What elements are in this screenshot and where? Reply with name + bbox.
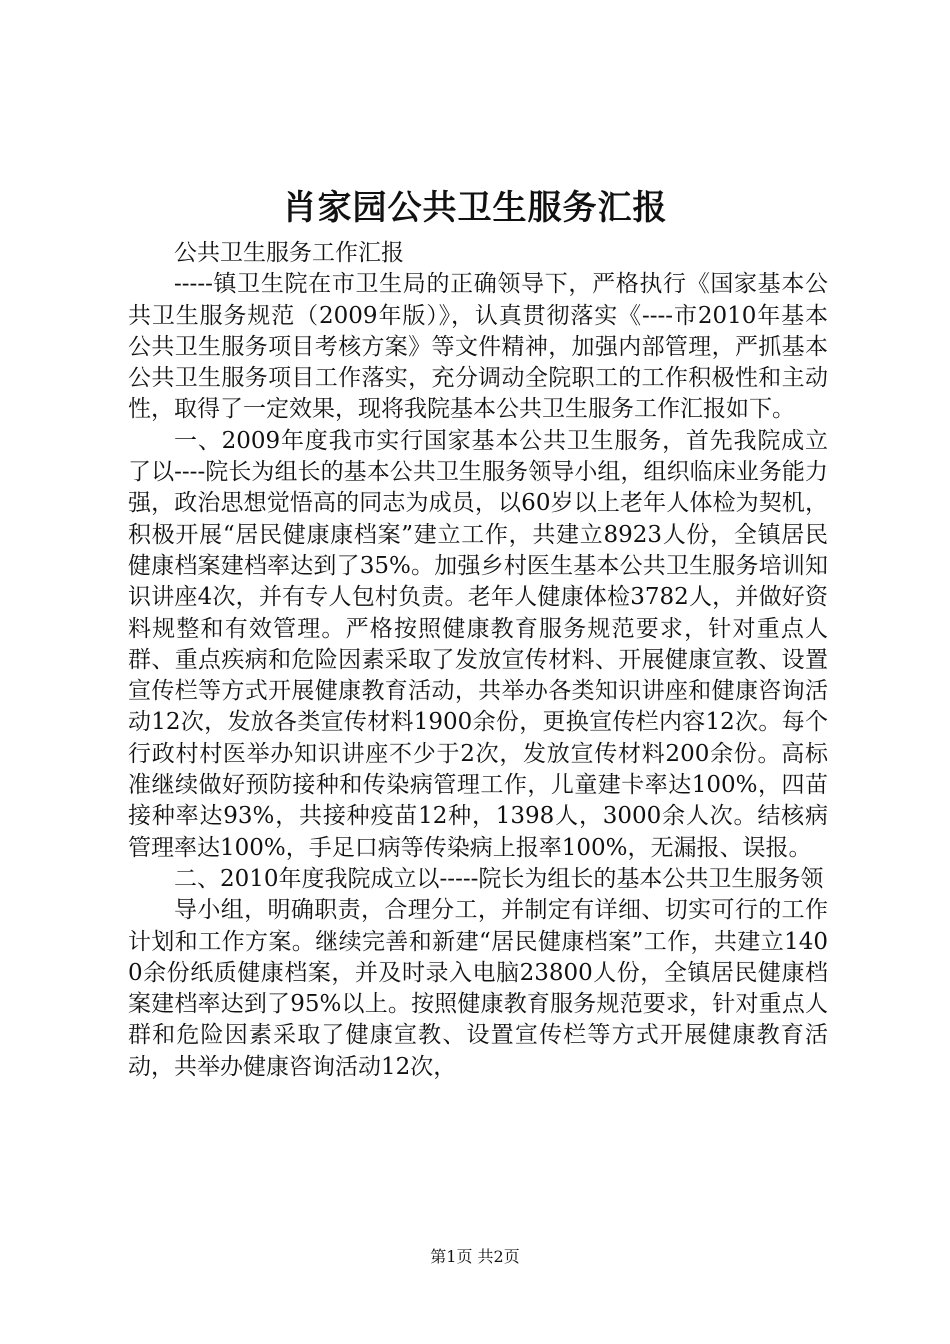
page-number-footer: 第1页 共2页 <box>430 1247 520 1266</box>
paragraph-section-one: 一、2009年度我市实行国家基本公共卫生服务，首先我院成立了以----院长为组长的基本公共卫生服务领导小组，组织临床业务能力强，政治思想觉悟高的同志为成员，以60岁以上老年人体检为契机，积极开展“居民健康康档案”建立工作，共建立8923人份，全镇居民健康档案建档率达到了35%。加强乡村医生基本公共卫生服务培训知识讲座4次，并有专人包村负责。老年人健康体检3782人，并做好资料规整和有效管理。严格按照健康教育服务规范要求，针对重点人群、重点疾病和危险因素采取了发放宣传材料、开展健康宣教、设置宣传栏等方式开展健康教育活动，共举办各类知识讲座和健康咨询活动12次，发放各类宣传材料1900余份，更换宣传栏内容12次。每个行政村村医举办知识讲座不少于2次，发放宣传材料200余份。高标准继续做好预防接种和传染病管理工作，儿童建卡率达100%，四苗接种率达93%，共接种疫苗12种，1398人，3000余人次。结核病管理率达100%，手足口病等传染病上报率100%，无漏报、误报。 <box>128 427 828 861</box>
paragraph-subtitle: 公共卫生服务工作汇报 <box>174 240 404 266</box>
document-body <box>128 238 828 1083</box>
paragraph-section-two-continued: 导小组，明确职责，合理分工，并制定有详细、切实可行的工作计划和工作方案。继续完善和新建“居民健康档案”工作，共建立1400余份纸质健康档案，并及时录入电脑23800人份，全镇居民健康档案建档率达到了95%以上。按照健康教育服务规范要求，针对重点人群和危险因素采取了健康宣教、设置宣传栏等方式开展健康教育活动，共举办健康咨询活动12次， <box>128 897 828 1080</box>
document-title: 肖家园公共卫生服务汇报 <box>282 188 668 228</box>
paragraph-section-two: 二、2010年度我院成立以-----院长为组长的基本公共卫生服务领 <box>174 865 824 892</box>
paragraph-intro: -----镇卫生院在市卫生局的正确领导下，严格执行《国家基本公共卫生服务规范（2009年版）》，认真贯彻落实《----市2010年基本公共卫生服务项目考核方案》等文件精神，加强内部管理，严抓基本公共卫生服务项目工作落实，充分调动全院职工的工作积极性和主动性，取得了一定效果，现将我院基本公共卫生服务工作汇报如下。 <box>128 271 828 423</box>
